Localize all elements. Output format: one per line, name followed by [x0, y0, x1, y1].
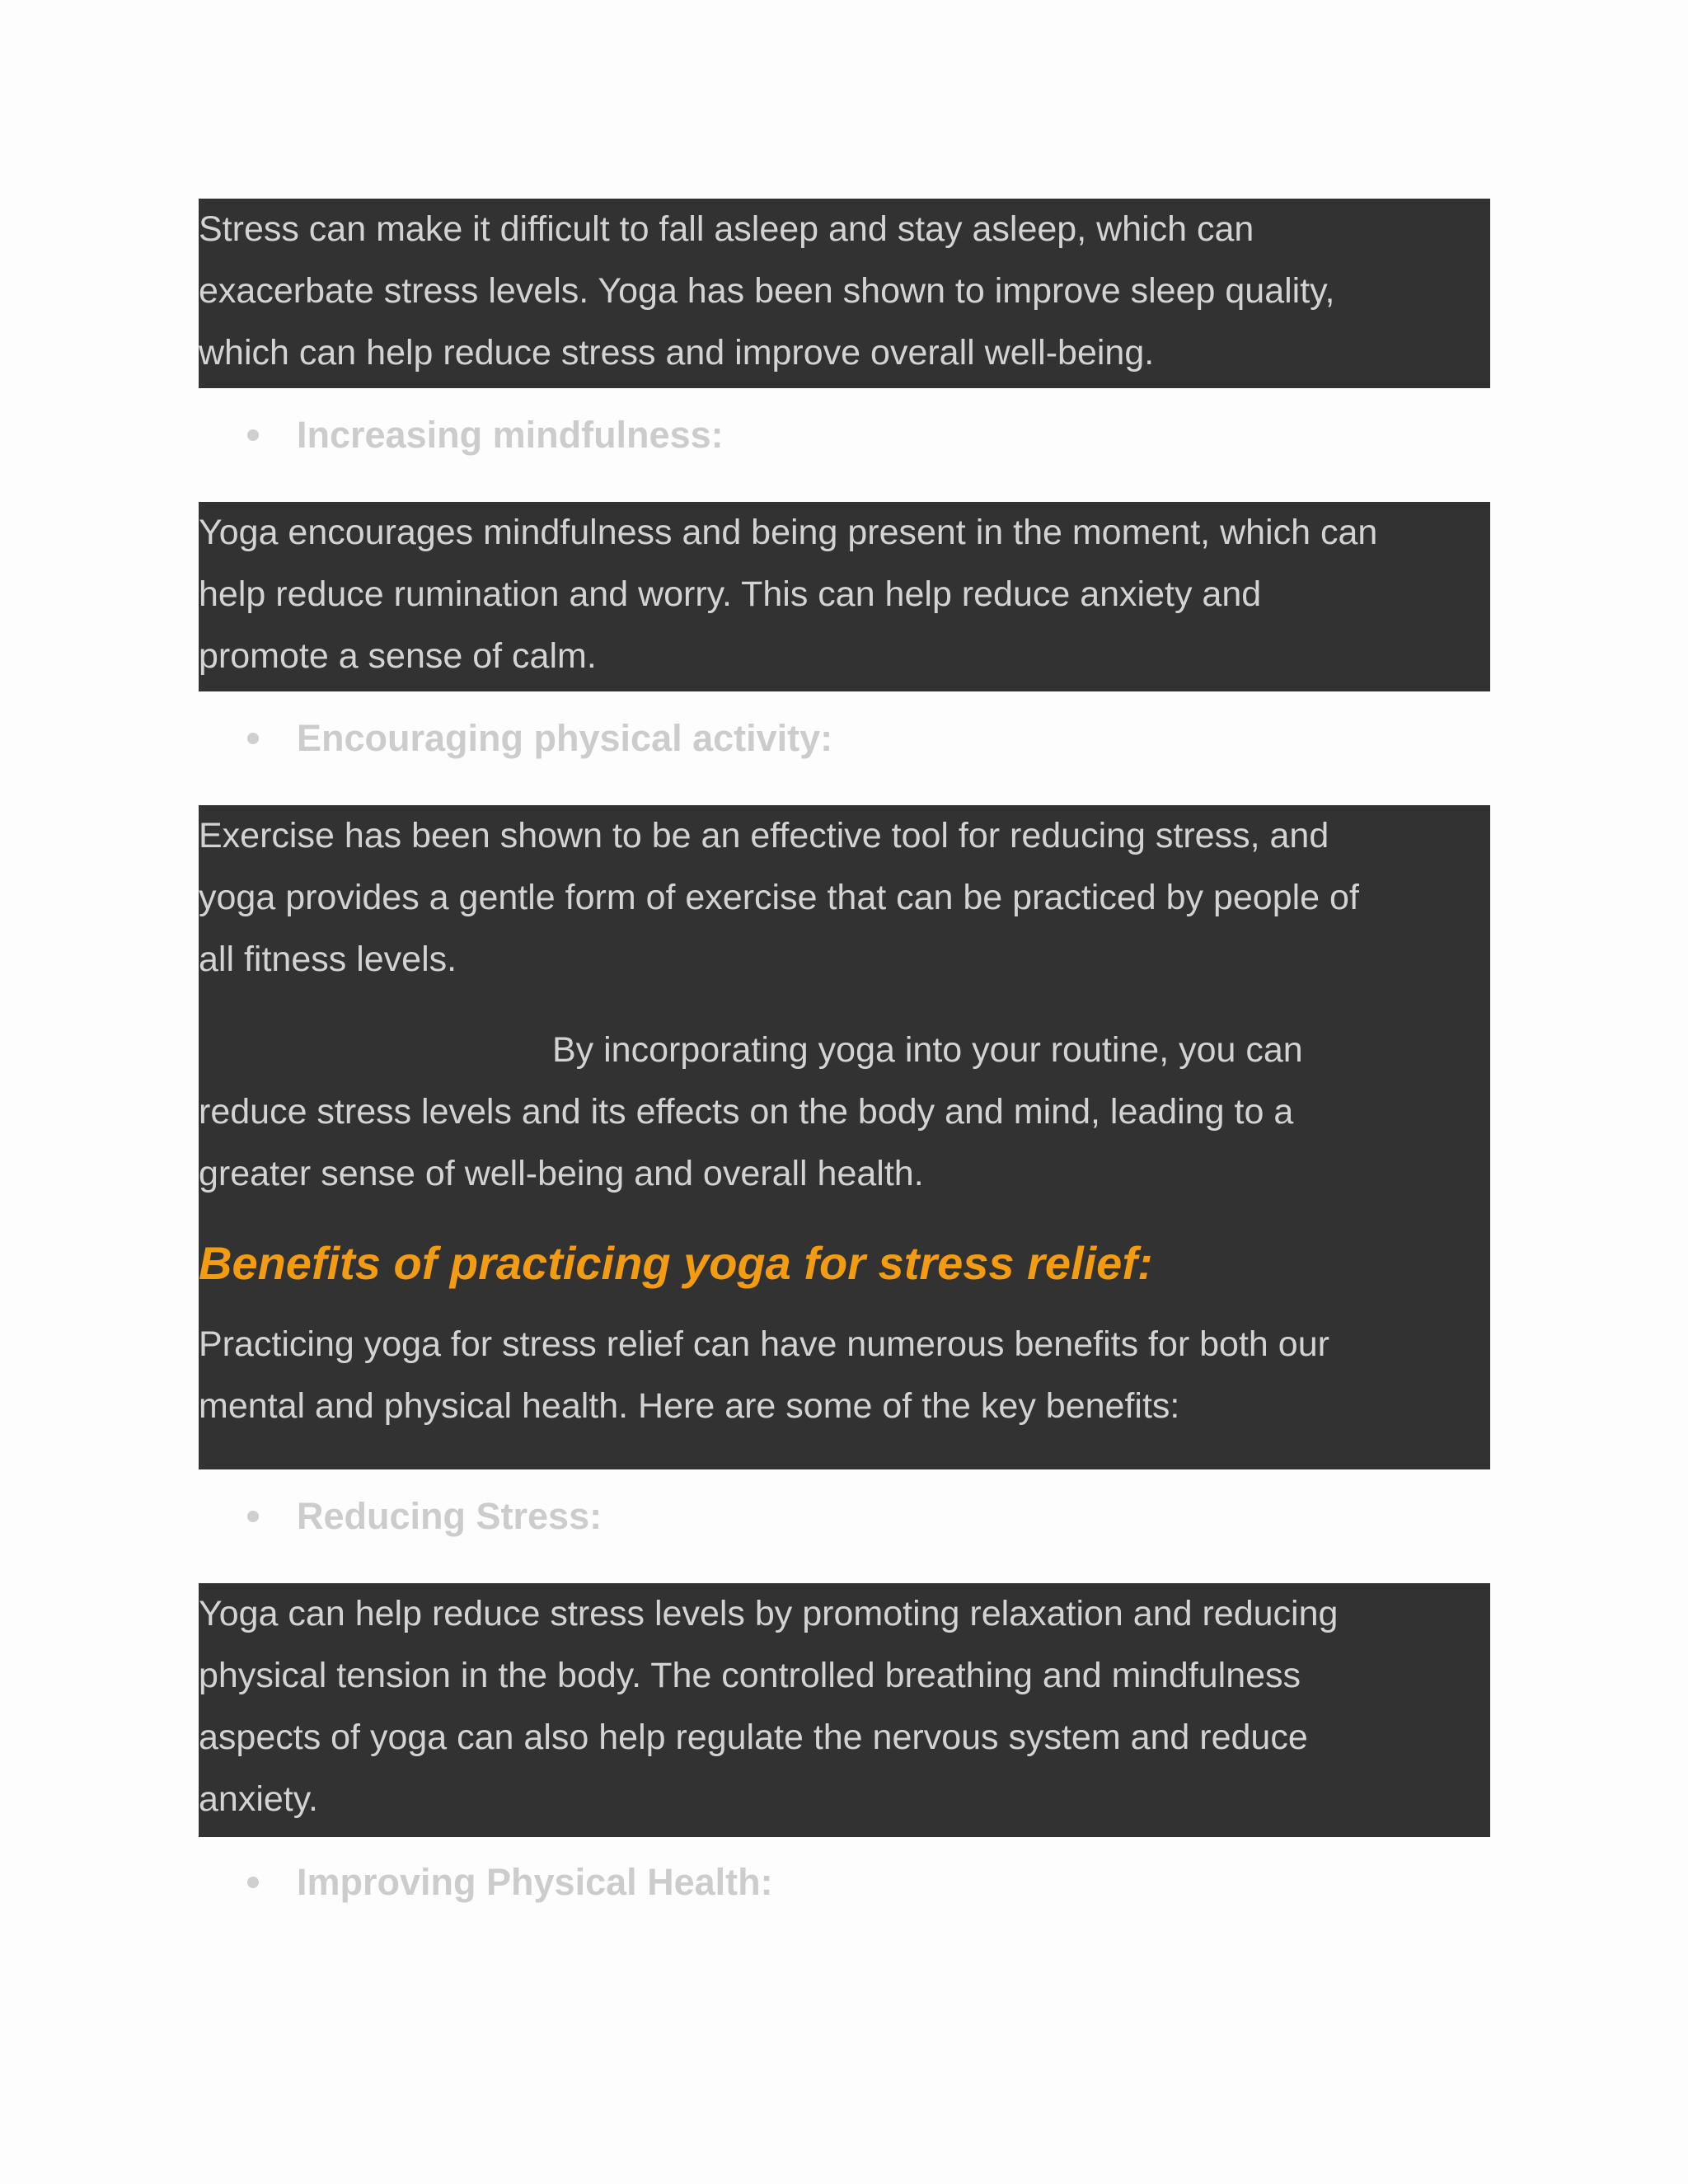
paragraph-line: exacerbate stress levels. Yoga has been shown to improve sleep quality,: [199, 271, 1335, 311]
bullet-label: Increasing mindfulness:: [297, 414, 724, 456]
text-block-reducing-stress: [199, 1583, 1490, 1837]
bullet-item-reducing-stress: [247, 1492, 602, 1541]
bullet-dot-icon: [247, 1877, 259, 1888]
paragraph-line: yoga provides a gentle form of exercise that can be practiced by people of: [199, 878, 1359, 917]
paragraph-line: physical tension in the body. The controlled breathing and mindfulness: [199, 1656, 1301, 1695]
paragraph-line: greater sense of well-being and overall health.: [199, 1154, 924, 1193]
paragraph-line: anxiety.: [199, 1779, 318, 1819]
bullet-label: Encouraging physical activity:: [297, 717, 833, 759]
bullet-item-physical-health: [247, 1858, 773, 1907]
bullet-label: Improving Physical Health:: [297, 1861, 773, 1903]
bullet-label: Reducing Stress:: [297, 1495, 603, 1537]
paragraph-line: Yoga can help reduce stress levels by promoting relaxation and reducing: [199, 1594, 1339, 1633]
paragraph-line: Yoga encourages mindfulness and being present in the moment, which can: [199, 513, 1378, 552]
bullet-dot-icon: [247, 733, 259, 744]
section-heading: Benefits of practicing yoga for stress relief:: [199, 1237, 1153, 1289]
paragraph-line: which can help reduce stress and improve overall well-being.: [199, 333, 1155, 373]
text-block-activity: [199, 805, 1490, 1469]
paragraph-line: aspects of yoga can also help regulate the nervous system and reduce: [199, 1718, 1308, 1757]
paragraph-line: Practicing yoga for stress relief can have numerous benefits for both our: [199, 1324, 1329, 1364]
bullet-item-mindfulness: [247, 410, 724, 460]
bullet-item-activity: [247, 714, 832, 763]
paragraph-line: By incorporating yoga into your routine, you can: [552, 1030, 1303, 1070]
paragraph-line: mental and physical health. Here are some of the key benefits:: [199, 1386, 1180, 1426]
paragraph-line: Exercise has been shown to be an effective tool for reducing stress, and: [199, 816, 1329, 855]
bullet-dot-icon: [247, 429, 259, 441]
paragraph-line: reduce stress levels and its effects on the body and mind, leading to a: [199, 1092, 1294, 1132]
text-block-sleep: [199, 199, 1490, 388]
paragraph-line: help reduce rumination and worry. This can help reduce anxiety and: [199, 574, 1262, 614]
paragraph-line: Stress can make it difficult to fall asleep and stay asleep, which can: [199, 209, 1254, 249]
text-block-mindfulness: [199, 502, 1490, 691]
bullet-dot-icon: [247, 1511, 259, 1522]
paragraph-line: promote a sense of calm.: [199, 636, 597, 676]
paragraph-line: all fitness levels.: [199, 940, 457, 979]
